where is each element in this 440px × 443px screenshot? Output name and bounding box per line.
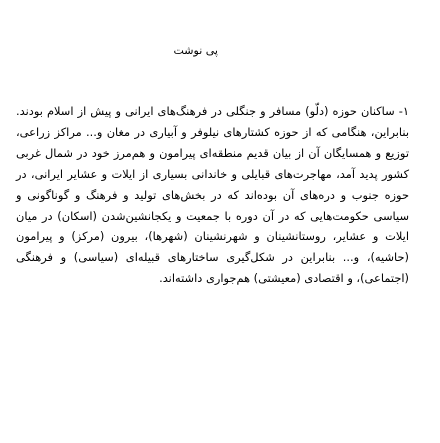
section-heading: پی نوشت (173, 44, 218, 57)
body-paragraph: ۱- ساکنان حوزه (دلّو) مسافر و جنگلی در فرهنگ‌های ایرانی و پیش از اسلام بودند. بنابراین، هنگامی که از حوزه کشتارهای نیلوفر و آبیاری در مغان و... مراکز زراعی، توزیع و همسایگان آن از بیان قدیم منطقه‌ای پیرامون و هم‌مرز خود در شمال غربی کشور پدید آمد، مهاجرت‌های قبایلی و خاندانی بسیاری از ایلات و عشایر ایرانی، در حوزه جنوب و دره‌های آن بوده‌اند که در بخش‌های تولید و فرهنگ و گوناگونی و سیاسی حکومت‌هایی که در آن دوره با جمعیت و یکجانشین‌شدن (اسکان) در میان ایلات و عشایر، روستانشینان و شهرنشینان (شهرها)، بیرون (مرکز) و پیرامون (حاشیه)، و... بنابراین در شکل‌گیری ساختارهای قبیله‌ای (سیاسی) و فرهنگی (اجتماعی)، و اقتصادی (معیشتی) هم‌جواری داشته‌اند. (16, 104, 409, 286)
